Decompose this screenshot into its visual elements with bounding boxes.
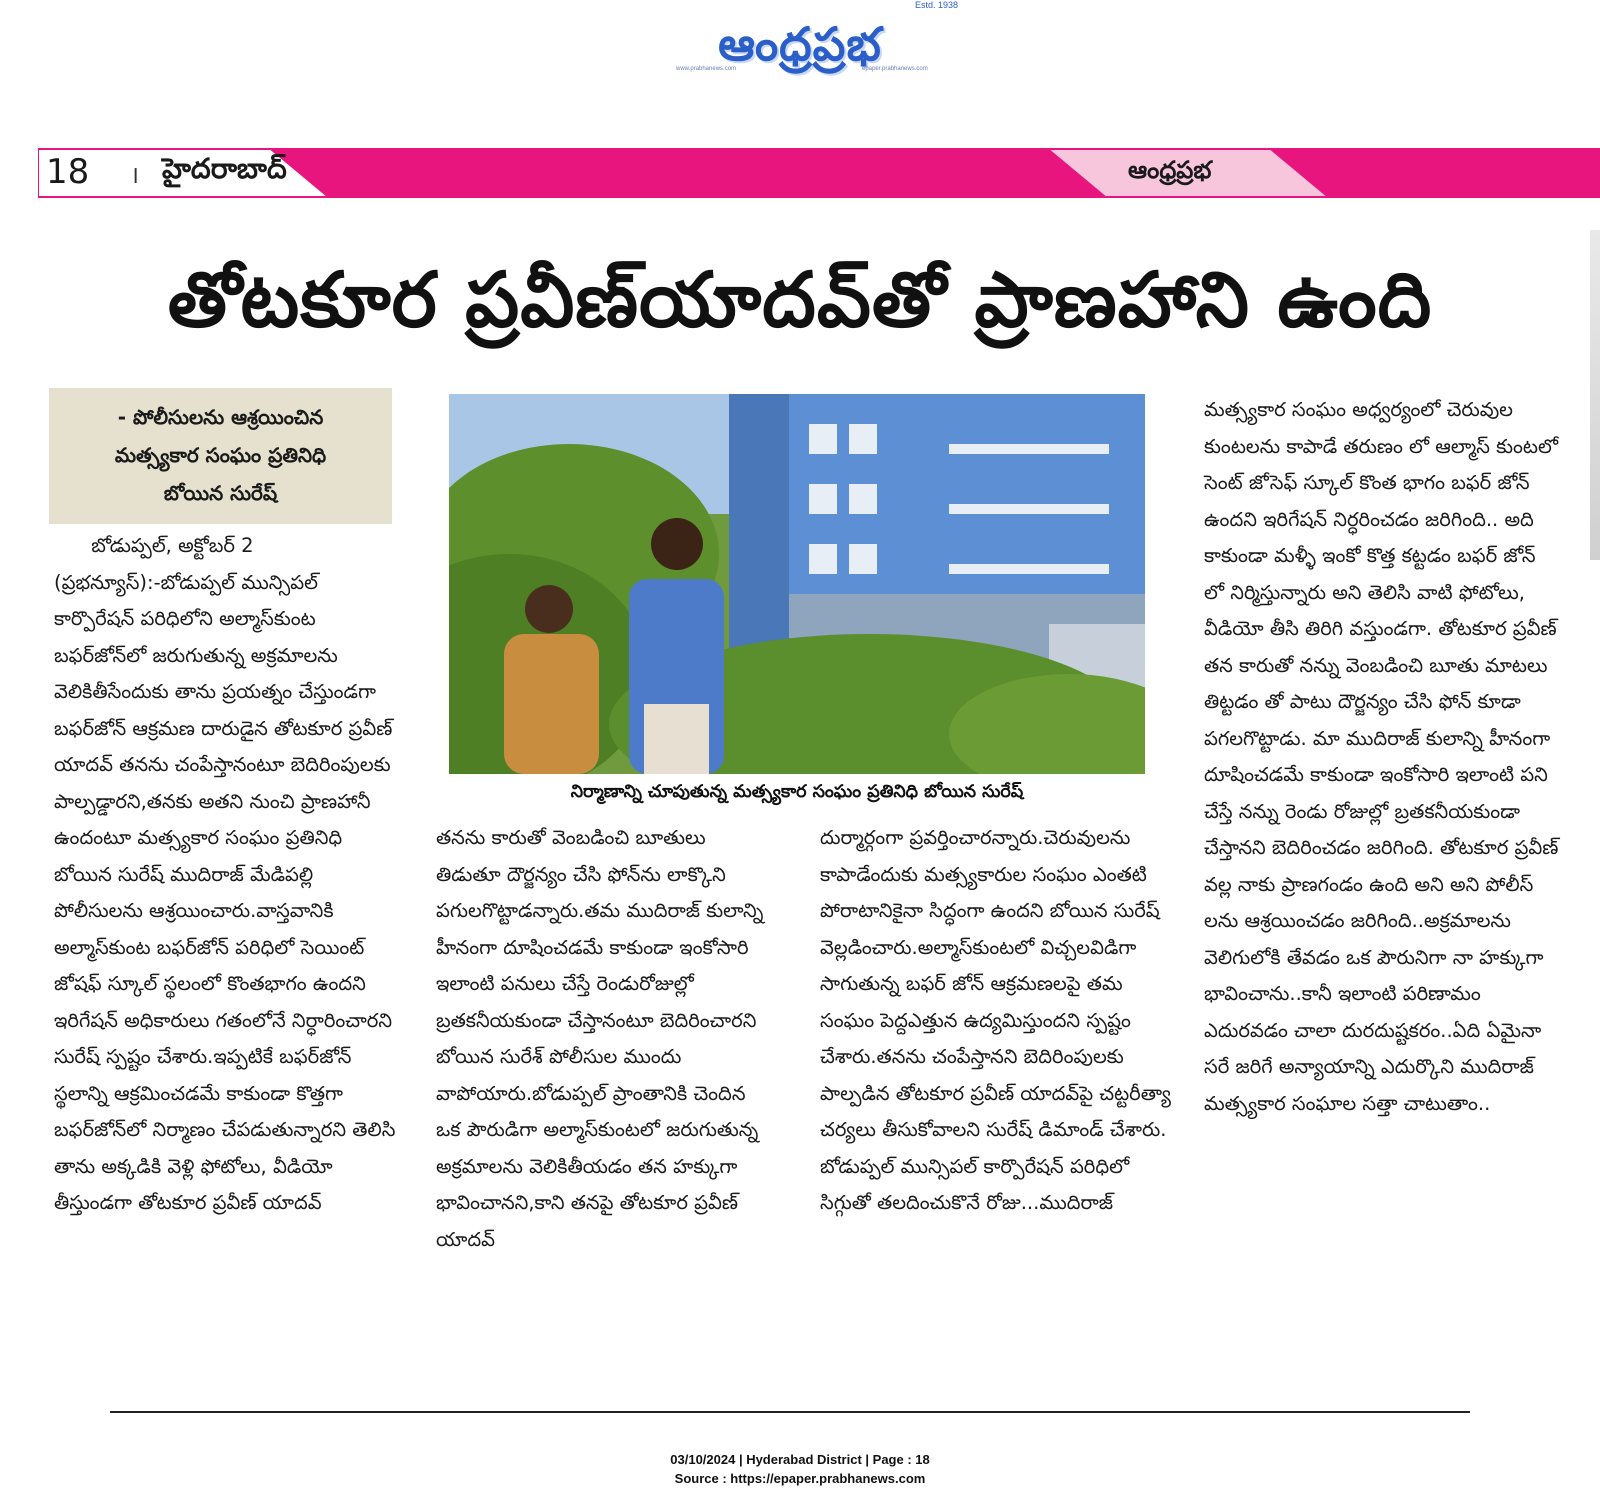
masthead	[0, 0, 1600, 135]
page-edge	[1590, 230, 1600, 560]
section-band	[38, 148, 1600, 198]
footer-rule	[110, 1411, 1470, 1413]
logo-estd: Estd. 1938	[915, 0, 959, 10]
subheadline-line: - పోలీసులను ఆశ్రయించిన	[117, 405, 324, 429]
logo-site-right: epaper.prabhanews.com	[862, 66, 928, 72]
article-column-3: దుర్మార్గంగా ప్రవర్తించారన్నారు.చెరువులను కాపాడేందుకు మత్స్యకారుల సంఘం ఎంతటి పోరాటానికైనా సిద్ధంగా ఉందని బోయిన సురేష్ వెల్లడించారు.అల్మాస్‌కుంటలో విచ్చలవిడిగా సాగుతున్న బఫర్ జోన్ ఆక్రమణలపై తమ సంఘం పెద్దఎత్తున ఉద్యమిస్తుందని స్పష్టం చేశారు.తనను చంపేస్తానని బెదిరింపులకు పాల్పడిన తోటకూర ప్రవీణ్ యాదవ్‌పై చట్టరీత్యా చర్యలు తీసుకోవాలని సురేష్ డిమాండ్ చేశారు. బోడుప్పల్ మున్సిపల్ కార్పొరేషన్ పరిధిలో సిగ్గుతో తలదించుకొనే రోజు...ముదిరాజ్	[820, 826, 1178, 1214]
footer-date-line: 03/10/2024 | Hyderabad District | Page : 18	[670, 1452, 930, 1467]
subheadline-box	[49, 388, 392, 524]
logo-site-left: www.prabhanews.com	[676, 66, 737, 72]
subheadline-line: మత్స్యకార సంఘం ప్రతినిధి	[114, 443, 327, 467]
footer-source-line: Source : https://epaper.prabhanews.com	[674, 1471, 926, 1486]
photo-illustration	[449, 394, 1145, 774]
newspaper-logo: ఆంధ్రప్రభ	[718, 17, 882, 71]
subheadline-line: బోయిన సురేష్	[163, 481, 278, 505]
band-brand: ఆంధ్రప్రభ	[1128, 156, 1212, 184]
page-number: 18	[46, 152, 90, 192]
page-footer	[0, 1450, 1600, 1488]
photo-caption: నిర్మాణాన్ని చూపుతున్న మత్స్యకార సంఘం ప్రతినిధి బోయిన సురేష్	[570, 782, 1024, 802]
section-title: హైదరాబాద్	[162, 152, 287, 185]
page-separator: ।	[130, 161, 140, 189]
article-headline: తోటకూర ప్రవీణ్‌యాదవ్‌తో ప్రాణహాని ఉంది	[167, 255, 1433, 344]
article-column-1: బోడుప్పల్, అక్టోబర్ 2 (ప్రభన్యూస్):-బోడుప్పల్ మున్సిపల్ కార్పొరేషన్ పరిధిలోని అల్మాస్‌కుంట బఫర్‌జోన్‌లో జరుగుతున్న అక్రమాలను వెలికితీసేందుకు తాను ప్రయత్నం చేస్తుండగా బఫర్‌జోన్ ఆక్రమణ దారుడైన తోటకూర ప్రవీణ్ యాదవ్ తనను చంపేస్తానంటూ బెదిరింపులకు పాల్పడ్డారని,తనకు అతని నుంచి ప్రాణహానీ ఉందంటూ మత్స్యకార సంఘం ప్రతినిధి బోయిన సురేష్ ముదిరాజ్ మేడిపల్లి పోలీసులను ఆశ్రయించారు.వాస్తవానికి అల్మాస్‌కుంట బఫర్‌జోన్ పరిధిలో సెయింట్ జోషఫ్ స్కూల్ స్థలంలో కొంతభాగం ఉందని ఇరిగేషన్ అధికారులు గతంలోనే నిర్ధారించారని సురేష్ స్పష్టం చేశారు.ఇప్పటికే బఫర్‌జోన్ స్థలాన్ని ఆక్రమించడమే కాకుండా కొత్తగా బఫర్‌జోన్‌లో నిర్మాణం చేపడుతున్నారని తెలిసి తాను అక్కడికి వెళ్లి ఫోటోలు, వీడియో తీస్తుండగా తోటకూర ప్రవీణ్ యాదవ్	[54, 534, 396, 1214]
article-column-4: మత్స్యకార సంఘం అధ్వర్యంలో చెరువుల కుంటలను కాపాడే తరుణం లో ఆల్మాస్ కుంటలో సెంట్ జోసెఫ్ స్కూల్ కొంత భాగం బఫర్ జోన్ ఉందని ఇరిగేషన్ నిర్ధరించడం జరిగింది.. అది కాకుండా మళ్ళీ ఇంకో కొత్త కట్టడం బఫర్ జోన్ లో నిర్మిస్తున్నారు అని తెలిసి వాటి ఫోటోలు, వీడియో తీసి తిరిగి వస్తుండగా. తోటకూర ప్రవీణ్ తన కారుతో నన్ను వెంబడించి బూతు మాటలు తిట్టడం తో పాటు దౌర్జన్యం చేసి ఫోన్ కూడా పగలగొట్టాడు. మా ముదిరాజ్ కులాన్ని హీనంగా దూషించడమే కాకుండా ఇంకోసారి ఇలాంటి పని చేస్తే నన్ను రెండు రోజుల్లో బ్రతకనీయకుండా చేస్తానని బెదిరించడం జరిగింది. తోటకూర ప్రవీణ్ వల్ల నాకు ప్రాణగండం ఉంది అని అని పోలీస్ లను ఆశ్రయించడం జరిగింది..అక్రమాలను వెలిగులోకి తేవడం ఒక పౌరునిగా నా హక్కుగా భావించాను..కానీ ఇలాంటి పరిణామం ఎదురవడం చాలా దురదుష్టకరం..ఏది ఏమైనా సరే జరిగే అన్యాయాన్ని ఎదుర్కొని ముదిరాజ్ మత్స్యకార సంఘాల సత్తా చాటుతాం..	[1204, 398, 1565, 1115]
article-photo	[449, 394, 1145, 774]
article-column-2: తనను కారుతో వెంబడించి బూతులు తిడుతూ దౌర్జన్యం చేసి ఫోన్‌ను లాక్కొని పగులగొట్టాడన్నారు.తమ ముదిరాజ్ కులాన్ని హీనంగా దూషించడమే కాకుండా ఇంకోసారి ఇలాంటి పనులు చేస్తే రెండురోజుల్లో బ్రతకనీయకుండా చేస్తానంటూ బెదిరించారని బోయిన సురేశ్ పోలీసుల ముందు వాపోయారు.బోడుప్పల్ ప్రాంతానికి చెందిన ఒక పౌరుడిగా అల్మాస్‌కుంటలో జరుగుతున్న అక్రమాలను వెలికితీయడం తన హక్కుగా భావించానని,కాని తనపై తోటకూర ప్రవీణ్ యాదవ్	[436, 826, 770, 1251]
